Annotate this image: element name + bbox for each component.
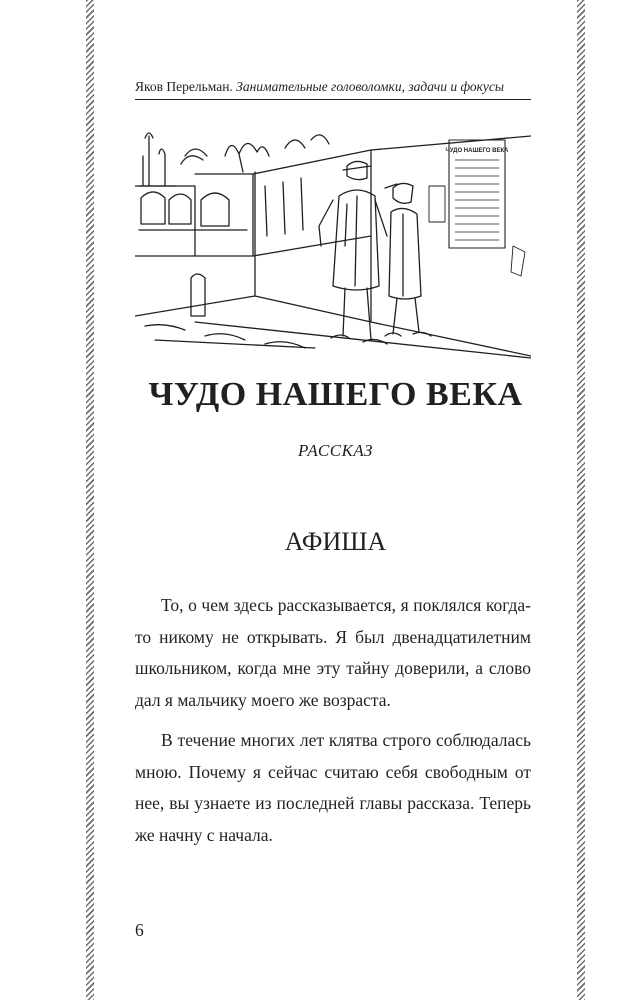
poster-heading: ЧУДО НАШЕГО ВЕКА	[445, 148, 509, 154]
running-head-author: Яков Перельман.	[135, 79, 233, 94]
running-head-book-title: Занимательные головоломки, задачи и фокусы	[236, 79, 505, 94]
section-title: АФИША	[284, 527, 387, 556]
header-rule	[135, 99, 531, 100]
book-page	[94, 0, 577, 1000]
body-text	[135, 590, 531, 860]
chapter-illustration	[135, 126, 531, 360]
running-head	[135, 79, 531, 95]
page-number: 6	[135, 920, 144, 940]
decorative-border-left	[86, 0, 94, 1000]
paragraph: То, о чем здесь рассказывается, я поклялся когда-то никому не открывать. Я был двенадцатилетним школьником, когда мне эту тайну доверили, а слово дал я мальчику моего же возраста.	[135, 595, 531, 710]
decorative-border-right	[577, 0, 585, 1000]
chapter-title: ЧУДО НАШЕГО ВЕКА	[148, 376, 523, 413]
chapter-subtitle: РАССКАЗ	[298, 441, 373, 460]
paragraph: В течение многих лет клятва строго соблюдалась мною. Почему я сейчас считаю себя свободным от нее, вы узнаете из последней главы рассказа. Теперь же начну с начала.	[135, 730, 531, 845]
